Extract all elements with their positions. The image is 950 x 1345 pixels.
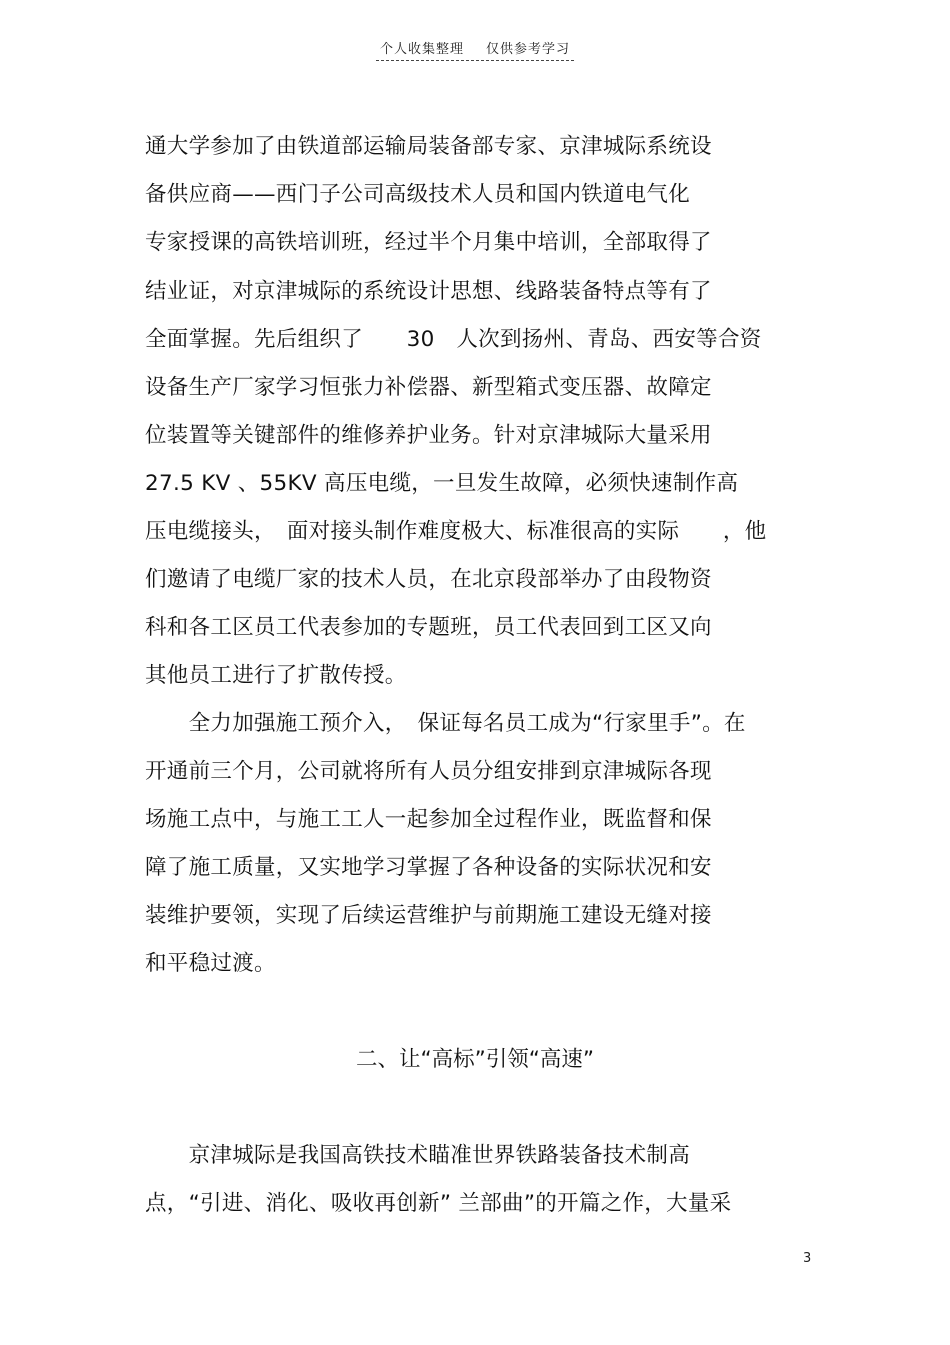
body-line: 和平稳过渡。 — [145, 951, 276, 976]
body-line: 京津城际是我国高铁技术瞄准世界铁路装备技术制高 — [145, 1143, 691, 1168]
body-line: 科和各工区员工代表参加的专题班，员工代表回到工区又向 — [145, 615, 712, 640]
body-line: 场施工点中，与施工工人一起参加全过程作业，既监督和保 — [145, 807, 712, 832]
body-line: 障了施工质量，又实地学习掌握了各种设备的实际状况和安 — [145, 855, 712, 880]
body-line: 装维护要领，实现了后续运营维护与前期施工建设无缝对接 — [145, 903, 712, 928]
body-line: 全面掌握。先后组织了 30 人次到扬州、青岛、西安等合资 — [145, 327, 762, 352]
body-line: 位装置等关键部件的维修养护业务。针对京津城际大量采用 — [145, 423, 712, 448]
page-header-text — [376, 38, 574, 61]
section-heading: 二、让“高标”引领“高速” — [355, 1047, 595, 1072]
body-line: 通大学参加了由铁道部运输局装备部专家、京津城际系统设 — [145, 134, 712, 159]
header-right-text: 仅供参考学习 — [486, 42, 571, 57]
body-line: 设备生产厂家学习恒张力补偿器、新型箱式变压器、故障定 — [145, 375, 712, 400]
body-line: 其他员工进行了扩散传授。 — [145, 663, 407, 688]
body-line: 结业证，对京津城际的系统设计思想、线路装备特点等有了 — [145, 279, 712, 304]
page-header — [0, 38, 950, 61]
body-line: 压电缆接头， 面对接头制作难度极大、标准很高的实际 ，他 — [145, 519, 767, 544]
body-line: 们邀请了电缆厂家的技术人员，在北京段部举办了由段物资 — [145, 567, 712, 592]
body-line: 专家授课的高铁培训班，经过半个月集中培训，全部取得了 — [145, 230, 712, 255]
body-line: 开通前三个月，公司就将所有人员分组安排到京津城际各现 — [145, 759, 712, 784]
page-number: 3 — [803, 1251, 812, 1266]
body-line: 27.5 KV 、55KV 高压电缆，一旦发生故障，必须快速制作高 — [145, 471, 739, 496]
header-left-text: 个人收集整理 — [379, 42, 464, 57]
body-line: 点，“引进、消化、吸收再创新” 兰部曲”的开篇之作，大量采 — [145, 1191, 732, 1216]
body-line: 全力加强施工预介入， 保证每名员工成为“行家里手”。在 — [145, 711, 746, 736]
body-line: 备供应商——西门子公司高级技术人员和国内铁道电气化 — [145, 182, 691, 207]
